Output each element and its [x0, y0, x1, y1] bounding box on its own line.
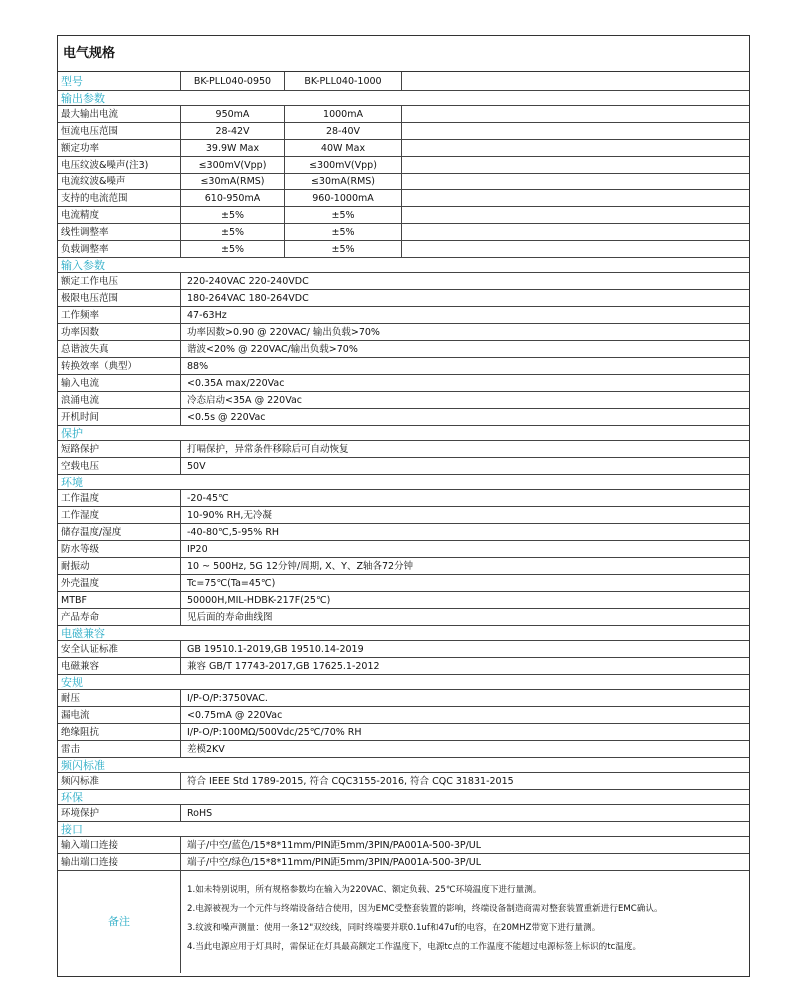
spec-value: 差模2KV — [187, 744, 225, 755]
spec-label: 额定功率 — [58, 140, 181, 156]
spec-value-1000: 28-40V — [285, 123, 402, 139]
model-empty-cell — [402, 72, 749, 90]
spec-row — [58, 241, 749, 258]
spec-row — [58, 290, 749, 307]
spec-row — [58, 805, 749, 822]
spec-value: I/P-O/P:100MΩ/500Vdc/25℃/70% RH — [187, 727, 362, 738]
spec-label: 外壳温度 — [58, 575, 181, 591]
spec-label: 恒流电压范围 — [58, 123, 181, 139]
spec-value-1000: 1000mA — [285, 106, 402, 122]
spec-value-1000: 960-1000mA — [285, 190, 402, 206]
spec-value: <0.75mA @ 220Vac — [187, 710, 283, 721]
spec-value-0950: ±5% — [181, 224, 285, 240]
spec-value: 50000H,MIL-HDBK-217F(25℃) — [187, 595, 331, 606]
spec-value-1000: 40W Max — [285, 140, 402, 156]
spec-value: -40-80℃,5-95% RH — [187, 527, 280, 538]
spec-value: 88% — [187, 361, 209, 372]
spec-row — [58, 207, 749, 224]
spec-row — [58, 441, 749, 458]
spec-row — [58, 741, 749, 758]
spec-value-1000: ±5% — [285, 224, 402, 240]
note-item: 4.当此电源应用于灯具时，需保证在灯具最高额定工作温度下，电源tc点的工作温度不能超过电源标签上标识的tc温度。 — [187, 942, 642, 952]
spec-value: I/P-O/P:3750VAC. — [187, 693, 268, 704]
spec-value-0950: 950mA — [181, 106, 285, 122]
spec-label: 工作湿度 — [58, 507, 181, 523]
spec-value: 符合 IEEE Std 1789-2015, 符合 CQC3155-2016, 符合 CQC 31831-2015 — [187, 776, 514, 787]
spec-row — [58, 490, 749, 507]
spec-row — [58, 641, 749, 658]
section-title: 安规 — [61, 676, 83, 689]
spec-label: 开机时间 — [58, 409, 181, 425]
spec-sheet — [57, 35, 750, 977]
spec-row — [58, 837, 749, 854]
spec-row — [58, 324, 749, 341]
section-header — [58, 675, 749, 690]
model-label: 型号 — [58, 72, 181, 90]
spec-label: 环境保护 — [58, 805, 181, 821]
spec-row — [58, 558, 749, 575]
section-title: 环保 — [61, 791, 83, 804]
spec-row — [58, 375, 749, 392]
spec-row — [58, 541, 749, 558]
spec-row — [58, 307, 749, 324]
section-header — [58, 91, 749, 106]
spec-value: Tc=75℃(Ta=45℃) — [187, 578, 276, 589]
spec-row — [58, 592, 749, 609]
model-value-1000: BK-PLL040-1000 — [285, 72, 402, 90]
spec-row — [58, 106, 749, 123]
spec-label: 极限电压范围 — [58, 290, 181, 306]
section-header — [58, 626, 749, 641]
spec-label: 总谐波失真 — [58, 341, 181, 357]
spec-empty-cell — [402, 190, 749, 206]
spec-label: 负载调整率 — [58, 241, 181, 257]
spec-value: 220-240VAC 220-240VDC — [187, 276, 309, 287]
spec-row — [58, 123, 749, 140]
spec-row — [58, 273, 749, 290]
section-title: 频闪标准 — [61, 759, 105, 772]
model-row — [58, 72, 749, 91]
spec-row — [58, 609, 749, 626]
spec-label: 功率因数 — [58, 324, 181, 340]
section-header — [58, 258, 749, 273]
spec-value: 10 ~ 500Hz, 5G 12分钟/周期, X、Y、Z轴各72分钟 — [187, 561, 414, 572]
spec-empty-cell — [402, 224, 749, 240]
spec-empty-cell — [402, 157, 749, 173]
spec-label: 电磁兼容 — [58, 658, 181, 674]
section-header — [58, 822, 749, 837]
spec-label: 电流纹波&噪声 — [58, 174, 181, 189]
model-value-0950: BK-PLL040-0950 — [181, 72, 285, 90]
spec-row — [58, 341, 749, 358]
page-title: 电气规格 — [58, 36, 749, 72]
spec-label: 转换效率（典型） — [58, 358, 181, 374]
spec-value: IP20 — [187, 544, 208, 555]
spec-label: 短路保护 — [58, 441, 181, 457]
spec-value: 端子/中空/蓝色/15*8*11mm/PIN距5mm/3PIN/PA001A-500-3P/UL — [187, 840, 482, 851]
spec-label: 输入端口连接 — [58, 837, 181, 853]
spec-row — [58, 358, 749, 375]
section-title: 接口 — [61, 823, 83, 836]
section-header — [58, 475, 749, 490]
spec-value: 10-90% RH,无冷凝 — [187, 510, 272, 521]
section-header — [58, 426, 749, 441]
spec-label: 最大输出电流 — [58, 106, 181, 122]
spec-value: 打嗝保护，异常条件移除后可自动恢复 — [187, 444, 349, 455]
notes-row — [58, 871, 749, 973]
spec-empty-cell — [402, 140, 749, 156]
spec-label: 漏电流 — [58, 707, 181, 723]
spec-value: RoHS — [187, 808, 213, 819]
spec-value-0950: ≤30mA(RMS) — [181, 174, 285, 189]
spec-value: 端子/中空/绿色/15*8*11mm/PIN距5mm/3PIN/PA001A-500-3P/UL — [187, 857, 482, 868]
spec-value-1000: ±5% — [285, 207, 402, 223]
spec-label: 浪涌电流 — [58, 392, 181, 408]
spec-label: 电压纹波&噪声(注3) — [58, 157, 181, 173]
spec-row — [58, 658, 749, 675]
spec-row — [58, 224, 749, 241]
spec-row — [58, 575, 749, 592]
spec-value: <0.35A max/220Vac — [187, 378, 285, 389]
spec-value-1000: ≤30mA(RMS) — [285, 174, 402, 189]
spec-value: <0.5s @ 220Vac — [187, 412, 266, 423]
section-title: 输入参数 — [61, 259, 105, 272]
spec-label: 线性调整率 — [58, 224, 181, 240]
spec-value: GB 19510.1-2019,GB 19510.14-2019 — [187, 644, 364, 655]
spec-value: 冷态启动<35A @ 220Vac — [187, 395, 303, 406]
spec-label: 雷击 — [58, 741, 181, 757]
spec-value: -20-45℃ — [187, 493, 229, 504]
spec-label: 输入电流 — [58, 375, 181, 391]
spec-row — [58, 690, 749, 707]
spec-value-0950: 610-950mA — [181, 190, 285, 206]
notes-label: 备注 — [58, 871, 181, 973]
note-item: 1.如未特别说明，所有规格参数均在输入为220VAC、额定负载、25℃环境温度下进行量测。 — [187, 885, 542, 895]
spec-row — [58, 157, 749, 174]
spec-row — [58, 524, 749, 541]
spec-label: 产品寿命 — [58, 609, 181, 625]
section-header — [58, 758, 749, 773]
spec-empty-cell — [402, 174, 749, 189]
spec-label: 绝缘阻抗 — [58, 724, 181, 740]
spec-value-0950: ±5% — [181, 207, 285, 223]
spec-value: 47-63Hz — [187, 310, 227, 321]
spec-empty-cell — [402, 207, 749, 223]
section-title: 输出参数 — [61, 92, 105, 105]
spec-empty-cell — [402, 241, 749, 257]
spec-label: 防水等级 — [58, 541, 181, 557]
spec-value-0950: ±5% — [181, 241, 285, 257]
spec-row — [58, 773, 749, 790]
spec-label: 输出端口连接 — [58, 854, 181, 870]
spec-row — [58, 190, 749, 207]
spec-value-1000: ≤300mV(Vpp) — [285, 157, 402, 173]
spec-value-0950: 28-42V — [181, 123, 285, 139]
spec-empty-cell — [402, 123, 749, 139]
spec-value-0950: ≤300mV(Vpp) — [181, 157, 285, 173]
spec-label: 频闪标准 — [58, 773, 181, 789]
spec-label: 电流精度 — [58, 207, 181, 223]
spec-row — [58, 174, 749, 190]
spec-row — [58, 392, 749, 409]
notes-body — [181, 871, 749, 973]
spec-table — [58, 72, 749, 973]
note-item: 2.电源被视为一个元件与终端设备结合使用，因为EMC受整套装置的影响，终端设备制造商需对整套装置重新进行EMC确认。 — [187, 904, 663, 914]
spec-row — [58, 140, 749, 157]
spec-label: 储存温度/湿度 — [58, 524, 181, 540]
spec-label: 支持的电流范围 — [58, 190, 181, 206]
section-title: 环境 — [61, 476, 83, 489]
spec-row — [58, 707, 749, 724]
spec-label: 工作频率 — [58, 307, 181, 323]
spec-row — [58, 854, 749, 871]
spec-row — [58, 458, 749, 475]
spec-label: 额定工作电压 — [58, 273, 181, 289]
spec-label: 空载电压 — [58, 458, 181, 474]
spec-empty-cell — [402, 106, 749, 122]
spec-value: 兼容 GB/T 17743-2017,GB 17625.1-2012 — [187, 661, 380, 672]
spec-row — [58, 507, 749, 524]
section-title: 保护 — [61, 427, 83, 440]
note-item: 3.纹波和噪声测量：使用一条12"双绞线，同时终端要并联0.1uf和47uf的电容，在20MHZ带宽下进行量测。 — [187, 923, 601, 933]
spec-value: 功率因数>0.90 @ 220VAC/ 输出负载>70% — [187, 327, 380, 338]
spec-label: MTBF — [58, 592, 181, 608]
spec-label: 工作温度 — [58, 490, 181, 506]
spec-row — [58, 409, 749, 426]
spec-label: 耐压 — [58, 690, 181, 706]
spec-value-1000: ±5% — [285, 241, 402, 257]
spec-row — [58, 724, 749, 741]
section-header — [58, 790, 749, 805]
spec-value-0950: 39.9W Max — [181, 140, 285, 156]
spec-value: 180-264VAC 180-264VDC — [187, 293, 309, 304]
section-title: 电磁兼容 — [61, 627, 105, 640]
spec-label: 安全认证标准 — [58, 641, 181, 657]
spec-value: 50V — [187, 461, 206, 472]
spec-value: 见后面的寿命曲线图 — [187, 612, 273, 623]
spec-label: 耐振动 — [58, 558, 181, 574]
spec-value: 谐波<20% @ 220VAC/输出负载>70% — [187, 344, 358, 355]
